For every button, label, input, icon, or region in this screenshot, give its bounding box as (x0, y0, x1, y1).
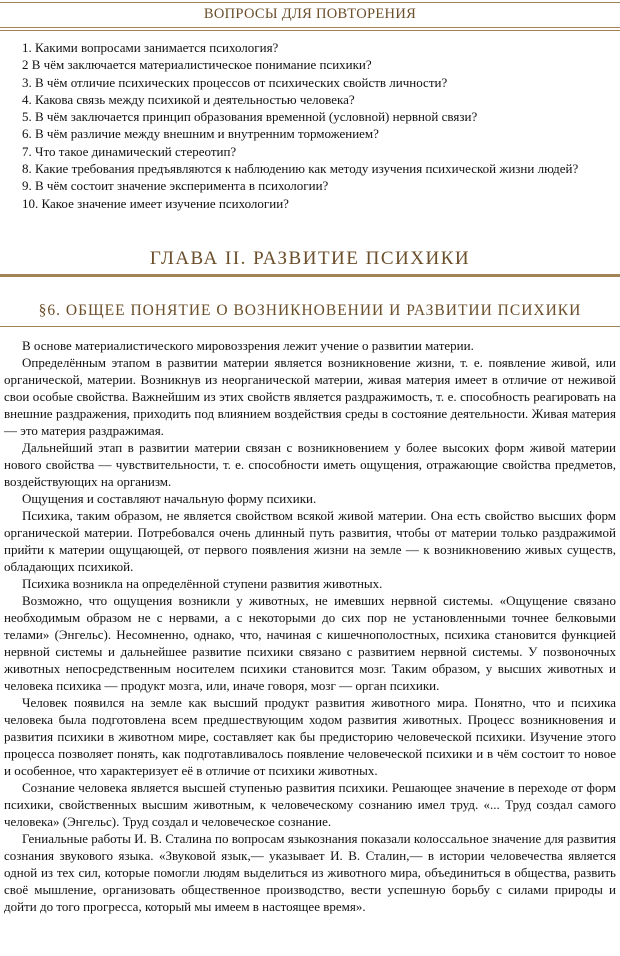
question-item: 10. Какое значение имеет изучение психологии? (22, 195, 289, 211)
section-title: §6. ОБЩЕЕ ПОНЯТИЕ О ВОЗНИКНОВЕНИИ И РАЗВИТИИ ПСИХИКИ (38, 302, 582, 319)
review-questions (0, 39, 620, 212)
review-heading-rule (0, 27, 620, 31)
body-text (4, 337, 616, 915)
paragraph: Возможно, что ощущения возникли у животных, не имевших нервной системы. «Ощущение связано необходимым образом не с нервами, а с некоторыми до сих пор не установленными точнее белковыми телами» (Энгельс). Несомненно, однако, что, начиная с кишечнополостных, психика становится функцией нервной системы и дальнейшее развитие психики связано с развитием нервной системы. У позвоночных животных непосредственным носителем психики становится мозг. Таким образом, у высших животных и человека психика — продукт мозга, или, иначе говоря, мозг — орган психики. (4, 593, 616, 693)
chapter-title: ГЛАВА II. РАЗВИТИЕ ПСИХИКИ (149, 248, 471, 269)
paragraph: Психика, таким образом, не является свойством всякой живой материи. Она есть свойство высших форм органической материи. Потребовался очень длинный путь развития, чтобы от материи только раздражимой прийти к материи ощущающей, от первого появления жизни на земле — к возникновению живых существ, обладающих психикой. (4, 508, 616, 574)
question-item: 7. Что такое динамический стереотип? (22, 143, 237, 159)
question-item: 4. Какова связь между психикой и деятельностью человека? (22, 91, 355, 107)
question-item: 2 В чём заключается материалистическое понимание психики? (22, 57, 372, 73)
question-item: 5. В чём заключается принцип образования временной (условной) нервной связи? (22, 109, 478, 125)
question-item: 8. Какие требования предъявляются к наблюдению как методу изучения психической жизни людей? (22, 161, 579, 177)
paragraph: Психика возникла на определённой ступени развития животных. (22, 576, 383, 591)
question-item: 6. В чём различие между внешним и внутренним торможением? (22, 126, 379, 142)
top-rule (0, 2, 620, 3)
paragraph: Определённым этапом в развитии материи является возникновение жизни, т. е. появление живой, или органической, материи. Возникнув из неорганической материи, живая материя имеет в отличие от неживой свои особые свойства. Важнейшим из этих свойств является раздражимость, т. е. способность реагировать на внешние раздражения, приходить под влиянием воздействия среды в состояние деятельности. Живая материя — это материя раздражимая. (4, 355, 616, 438)
paragraph: Ощущения и составляют начальную форму психики. (22, 491, 317, 506)
chapter-rule (0, 274, 620, 277)
paragraph: В основе материалистического мировоззрения лежит учение о развитии материи. (22, 338, 474, 353)
review-heading: ВОПРОСЫ ДЛЯ ПОВТОРЕНИЯ (203, 6, 417, 22)
section-rule (0, 326, 620, 327)
paragraph: Сознание человека является высшей ступенью развития психики. Решающее значение в переходе от форм психики, свойственных высшим животным, к человеческому сознанию имел труд. «... Труд создал самого человека» (Энгельс). Труд создал и человеческое сознание. (4, 780, 616, 829)
question-item: 1. Какими вопросами занимается психология? (22, 40, 279, 55)
paragraph: Дальнейший этап в развитии материи связан с возникновением у более высоких форм живой материи нового свойства — чувствительности, т. е. способности иметь ощущения, отражающие свойства предметов, воздействующих на организм. (4, 440, 616, 489)
question-item: 9. В чём состоит значение эксперимента в психологии? (22, 178, 329, 194)
paragraph: Гениальные работы И. В. Сталина по вопросам языкознания показали колоссальное значение для развития сознания звукового языка. «Звуковой язык,— указывает И. В. Сталин,— в истории человечества является одной из тех сил, которые помогли людям выделиться из животного мира, объединиться в общества, развить своё мышление, организовать общественное производство, вести успешную борьбу с силами природы и дойти до того прогресса, который мы имеем в настоящее время». (4, 831, 616, 914)
paragraph: Человек появился на земле как высший продукт развития животного мира. Понятно, что и психика человека была подготовлена всем предшествующим ходом развития животных. Процесс возникновения и развития психики в животном мире, составляет как бы предисторию человеческой психики. Изучение этого процесса позволяет понять, как подготавливалось появление человеческой психики и в чём состоит то новое и особенное, что характеризует её в отличие от психики животных. (4, 695, 616, 778)
question-item: 3. В чём отличие психических процессов от психических свойств личности? (22, 74, 448, 90)
